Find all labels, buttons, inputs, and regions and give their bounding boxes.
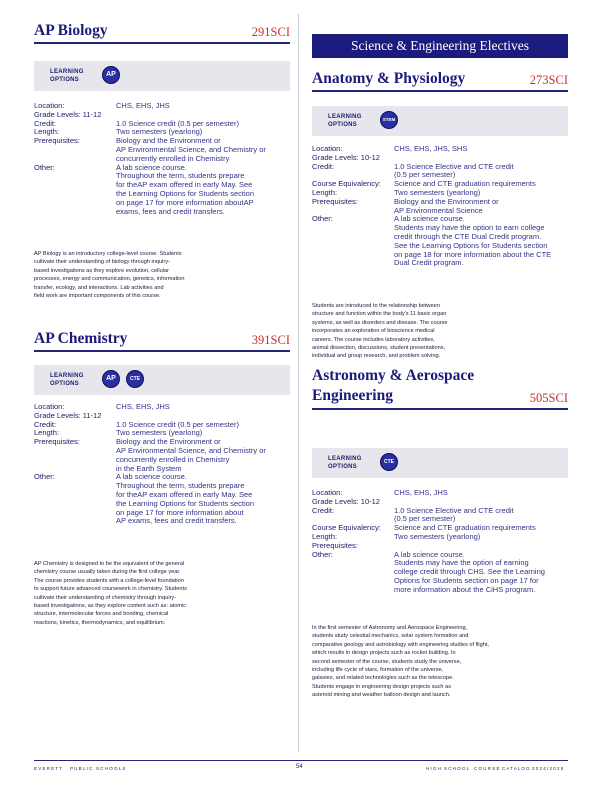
course-info-ap-biology xyxy=(34,102,290,216)
info-label: Length: xyxy=(312,187,338,197)
info-value-line: Biology and the Environment or xyxy=(116,136,221,146)
info-value-line: AP exams, fees and credit transfers. xyxy=(116,516,237,526)
course-header-ap-biology xyxy=(34,20,290,44)
course-title: Anatomy & Physiology xyxy=(312,70,466,87)
info-row xyxy=(34,137,290,163)
column-divider xyxy=(298,14,299,752)
info-label: Grade Levels: 10-12 xyxy=(312,496,380,506)
info-value-line: CHS, EHS, JHS xyxy=(394,488,448,497)
course-description-anatomy xyxy=(312,302,498,361)
course-title: AP Chemistry xyxy=(34,330,128,347)
info-label: Credit: xyxy=(34,118,57,128)
description-line: structure and function within the body's 11 basic organ xyxy=(312,311,447,318)
course-code: 505SCI xyxy=(529,391,568,405)
info-value xyxy=(394,533,568,542)
info-value xyxy=(116,438,290,473)
info-value-line: A lab science course. xyxy=(116,162,187,172)
info-label: Location: xyxy=(312,488,343,497)
info-value-line: Students may have the option of earning xyxy=(394,558,529,568)
page-footer xyxy=(34,760,568,771)
description-line: reactions, kinetics, thermodynamics, and equilibrium. xyxy=(34,619,166,626)
info-value-line: concurrently enrolled in Chemistry xyxy=(116,454,230,464)
info-value-line: for theAP exam offered in early May. See xyxy=(116,180,253,190)
learning-options-label: LEARNING OPTIONS xyxy=(50,373,84,387)
footer-text: H I G H xyxy=(426,766,442,771)
info-value-line: Throughout the term, students prepare xyxy=(116,171,245,181)
learning-options-label: LEARNING OPTIONS xyxy=(328,456,362,470)
learning-options-box xyxy=(312,448,568,478)
info-value-line: CHS, EHS, JHS, SHS xyxy=(394,144,468,153)
info-label: Length: xyxy=(312,531,338,541)
info-value xyxy=(394,215,568,268)
info-value-line: more information about the CiHS program. xyxy=(394,584,536,594)
info-value-line: Biology and the Environment or xyxy=(394,196,499,206)
info-label: Course Equivalency: xyxy=(312,179,381,189)
description-line: transfer, ecology, and interactions. Lab activities and xyxy=(34,284,164,291)
info-label: Credit: xyxy=(34,419,57,429)
footer-text: C A T A L O G xyxy=(502,766,530,771)
footer-text: 2 0 2 4 / 2 0 2 5 xyxy=(532,766,564,771)
info-row xyxy=(34,473,290,526)
info-value-line: Two semesters (yearlong) xyxy=(394,187,481,197)
description-line: individual and group research, and problem solving. xyxy=(312,353,441,360)
info-row xyxy=(312,215,568,268)
description-line: systems, as well as disorders and disease. The course xyxy=(312,319,448,326)
description-line: structure, intermolecular forces and bonding, chemical xyxy=(34,611,169,618)
info-label: Other: xyxy=(34,472,55,482)
info-value xyxy=(116,473,290,526)
description-line: The course provides students with a college-level foundation xyxy=(34,577,184,584)
info-value-line: (0.5 per semester) xyxy=(394,514,456,524)
info-label: Grade Levels: 11-12 xyxy=(34,410,102,420)
footer-text: S C H O O L S xyxy=(96,766,126,771)
footer-text: S C H O O L xyxy=(444,766,470,771)
course-description-astronomy xyxy=(312,624,498,700)
info-value-line: Throughout the term, students prepare xyxy=(116,481,245,491)
info-row xyxy=(34,164,290,217)
description-line: asteroid mining and weather balloon design and launch. xyxy=(312,692,451,699)
description-line: Students are introduced to the relationship between xyxy=(312,303,440,309)
info-row xyxy=(312,507,568,525)
description-line: Students engage in engineering design projects such as xyxy=(312,683,452,690)
info-value-line: CHS, EHS, JHS xyxy=(116,101,170,110)
info-value-line: credit through the CTE Dual Credit program. xyxy=(394,231,542,241)
course-description-ap-biology xyxy=(34,250,220,300)
info-label: Course Equivalency: xyxy=(312,523,381,533)
description-line: comparative geology and astrobiology with engineering studies of flight, xyxy=(312,641,489,648)
info-label: Length: xyxy=(34,127,60,137)
description-line: based investigations, as they explore content such as: atomic xyxy=(34,603,187,610)
info-value xyxy=(394,507,568,525)
info-value-line: 1.0 Science credit (0.5 per semester) xyxy=(116,419,239,429)
info-label: Credit: xyxy=(312,161,335,171)
info-value-line: Two semesters (yearlong) xyxy=(394,531,481,541)
info-label: Location: xyxy=(34,101,65,110)
info-value-line: in the Earth System xyxy=(116,463,182,473)
info-label: Prerequisites: xyxy=(312,540,358,550)
description-line: cultivate their understanding of chemistry through inquiry- xyxy=(34,594,177,601)
course-info-anatomy xyxy=(312,145,568,268)
info-value-line: Science and CTE graduation requirements xyxy=(394,179,536,189)
description-line: including life cycle of stars, formation of the universe, xyxy=(312,667,444,674)
info-value-line: Options for Students section on page 17 for xyxy=(394,575,539,585)
cte-icon: CTE xyxy=(380,453,398,471)
description-line: animal dissection, discussions, student presentations, xyxy=(312,345,446,352)
info-value-line: Dual Credit program. xyxy=(394,258,464,268)
info-label: Other: xyxy=(312,549,333,559)
info-value-line: for theAP exam offered in early May. See xyxy=(116,489,253,499)
description-line: second semester of the course, students study the universe, xyxy=(312,658,462,665)
info-value xyxy=(116,403,290,412)
stem-icon: STEM xyxy=(380,111,398,129)
course-title xyxy=(312,366,474,406)
learning-options-label: LEARNING OPTIONS xyxy=(50,69,84,83)
info-value-line: 1.0 Science credit (0.5 per semester) xyxy=(116,118,239,128)
description-line: galaxies, and related technologies such as the telescope. xyxy=(312,675,454,682)
info-value-line: the Learning Options for Students section xyxy=(116,188,255,198)
course-header-astronomy xyxy=(312,366,568,410)
info-value xyxy=(394,551,568,595)
info-value-line: 1.0 Science Elective and CTE credit xyxy=(394,505,514,515)
section-banner xyxy=(312,34,568,58)
info-value-line: on page 17 for more information aboutAP xyxy=(116,197,254,207)
info-row xyxy=(312,163,568,181)
info-value-line: AP Environmental Science xyxy=(394,205,483,215)
info-value-line: Science and CTE graduation requirements xyxy=(394,523,536,533)
info-value-line: A lab science course. xyxy=(394,549,465,559)
info-value-line: on page 18 for more information about the CTE xyxy=(394,249,552,259)
info-row xyxy=(34,438,290,473)
learning-options-label: LEARNING OPTIONS xyxy=(328,114,362,128)
info-value xyxy=(116,137,290,163)
learning-options-box xyxy=(34,365,290,395)
course-code: 391SCI xyxy=(251,333,290,347)
info-label: Other: xyxy=(34,162,55,172)
description-line: processes, energy and communication, genetics, information xyxy=(34,276,185,283)
description-line: AP Chemistry is designed to be the equivalent of the general xyxy=(34,561,185,567)
info-value-line: CHS, EHS, JHS xyxy=(116,402,170,411)
info-value-line: college credit through CHS. See the Learning xyxy=(394,567,545,577)
learning-options-box xyxy=(34,61,290,91)
info-label: Credit: xyxy=(312,505,335,515)
info-value-line: Students may have the option to earn college xyxy=(394,223,545,233)
description-line: based investigations as they explore evolution, cellular xyxy=(34,267,169,274)
info-value-line: 1.0 Science Elective and CTE credit xyxy=(394,161,514,171)
info-value xyxy=(394,198,568,216)
description-line: AP Biology is an introductory college-level course. Students xyxy=(34,251,182,257)
course-title-line2: Engineering xyxy=(312,387,393,404)
info-value-line: AP Environmental Science, and Chemistry or xyxy=(116,144,266,154)
course-code: 291SCI xyxy=(251,25,290,39)
description-line: students study celestial mechanics, solar system formation and xyxy=(312,633,469,640)
description-line: field work are important components of this course. xyxy=(34,293,161,300)
course-info-astronomy xyxy=(312,489,568,595)
info-value-line: (0.5 per semester) xyxy=(394,170,456,180)
course-header-anatomy xyxy=(312,68,568,92)
info-label: Location: xyxy=(34,402,65,411)
info-label: Prerequisites: xyxy=(312,196,358,206)
info-value-line: exams, fees and credit transfers. xyxy=(116,206,225,216)
course-title-line1: Astronomy & Aerospace xyxy=(312,367,475,384)
course-code: 273SCI xyxy=(529,73,568,87)
footer-text: P U B L I C xyxy=(70,766,93,771)
info-label: Other: xyxy=(312,214,333,224)
ap-icon: AP xyxy=(102,370,120,388)
description-line: incorporates an exploration of bioscience medical xyxy=(312,328,435,335)
learning-options-box xyxy=(312,106,568,136)
description-line: which results in design projects such as rocket building. In xyxy=(312,650,456,657)
description-line: cultivate their understanding of biology through inquiry- xyxy=(34,259,170,266)
info-value-line: Two semesters (yearlong) xyxy=(116,428,203,438)
info-label: Location: xyxy=(312,144,343,153)
info-value-line: Two semesters (yearlong) xyxy=(116,127,203,137)
info-label: Prerequisites: xyxy=(34,136,80,146)
info-value xyxy=(116,102,290,111)
info-row xyxy=(312,198,568,216)
description-line: chemistry course usually taken during the first college year. xyxy=(34,569,181,576)
description-line: In the first semester of Astronomy and Aerospace Engineering, xyxy=(312,625,468,631)
info-value xyxy=(394,163,568,181)
course-info-ap-chemistry xyxy=(34,403,290,526)
info-value-line: See the Learning Options for Students section xyxy=(394,240,548,250)
info-label: Prerequisites: xyxy=(34,437,80,447)
info-value-line: AP Environmental Science, and Chemistry or xyxy=(116,445,266,455)
info-value xyxy=(116,164,290,217)
info-value-line: concurrently enrolled in Chemistry xyxy=(116,153,230,163)
footer-text: C O U R S E xyxy=(474,766,500,771)
course-header-ap-chemistry xyxy=(34,328,290,352)
info-label: Grade Levels: 11-12 xyxy=(34,109,102,119)
info-value-line: A lab science course. xyxy=(116,472,187,482)
info-value-line: A lab science course. xyxy=(394,214,465,224)
page-number: 54 xyxy=(296,764,303,770)
course-title: AP Biology xyxy=(34,22,108,39)
info-value-line: Biology and the Environment or xyxy=(116,437,221,447)
section-banner-title: Science & Engineering Electives xyxy=(350,38,530,53)
cte-icon: CTE xyxy=(126,370,144,388)
course-description-ap-chemistry xyxy=(34,560,220,627)
ap-icon: AP xyxy=(102,66,120,84)
footer-text: E V E R E T T xyxy=(34,766,63,771)
description-line: to support future advanced coursework in chemistry. Students xyxy=(34,586,187,593)
info-value-line: on page 17 for more information about xyxy=(116,507,244,517)
info-row xyxy=(312,551,568,595)
description-line: careers. The course includes laboratory activities, xyxy=(312,336,435,343)
info-value xyxy=(394,489,568,498)
info-label: Grade Levels: 10-12 xyxy=(312,152,380,162)
info-value xyxy=(394,145,568,154)
info-label: Length: xyxy=(34,428,60,438)
info-value-line: the Learning Options for Students section xyxy=(116,498,255,508)
